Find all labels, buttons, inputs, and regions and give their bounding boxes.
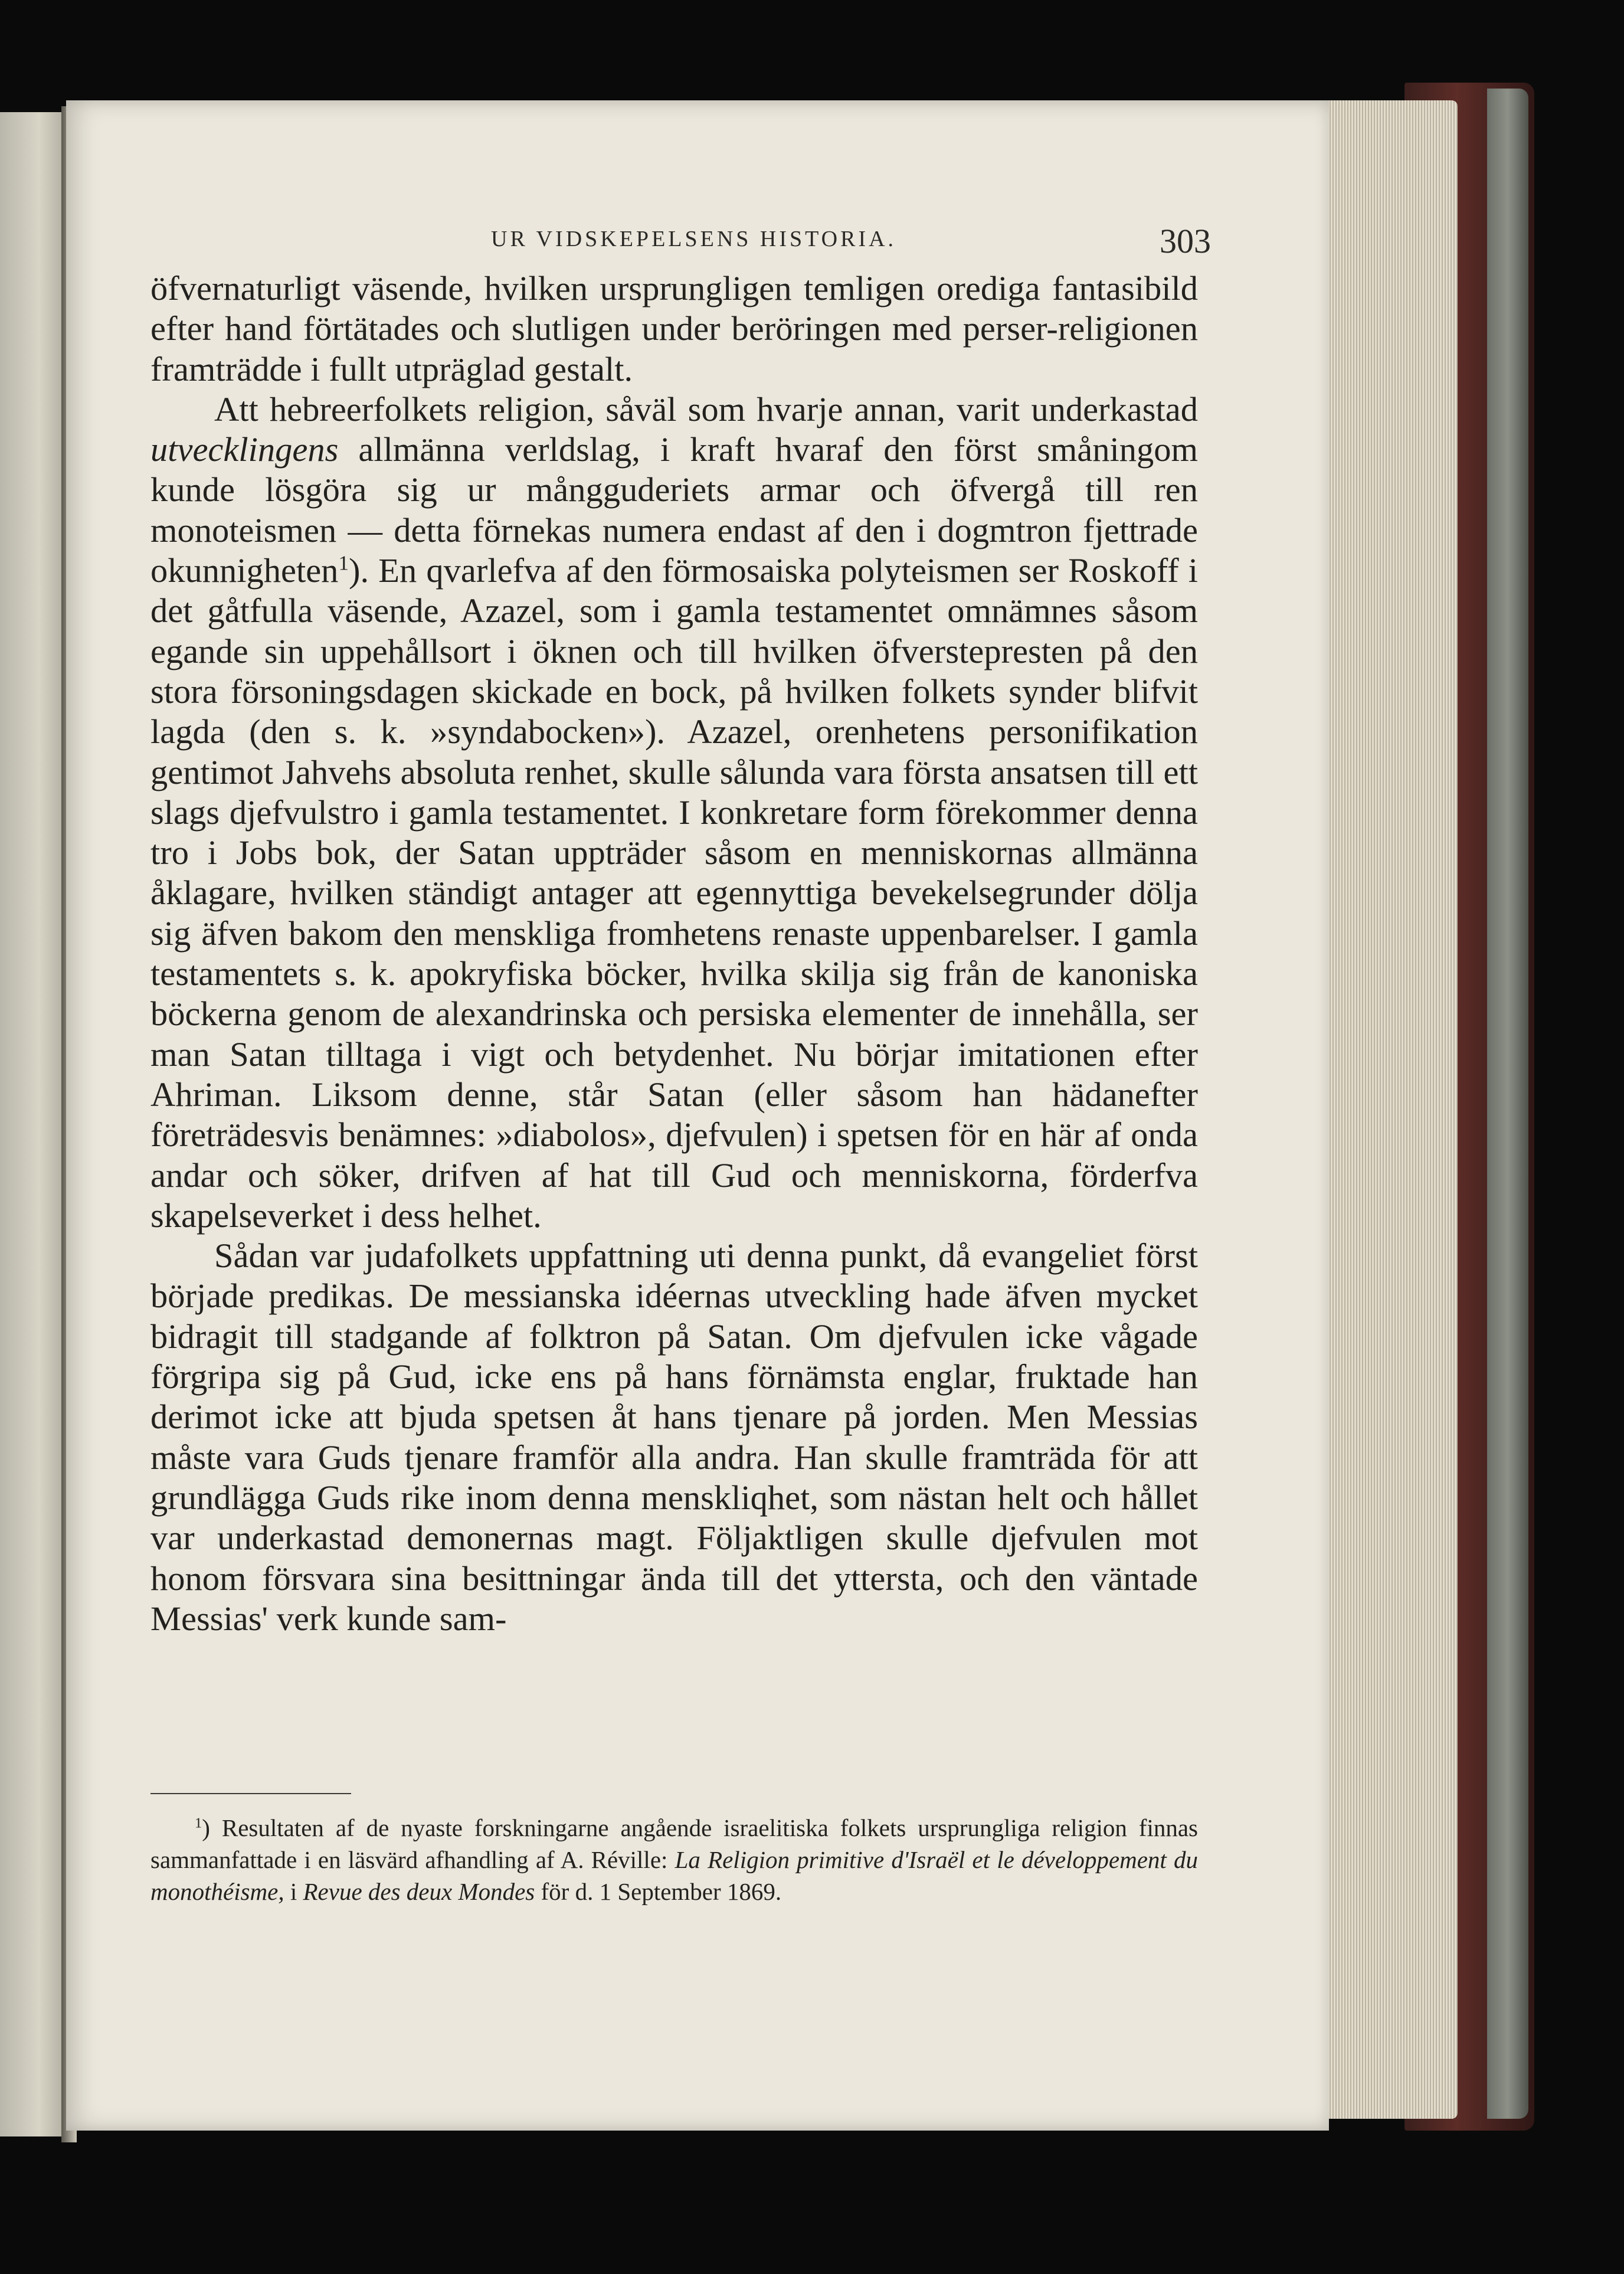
body-text xyxy=(150,269,1198,1639)
paragraph-3: Sådan var judafolkets uppfattning uti denna punkt, då evangeliet först började predikas. De messianska idéernas utveckling hade äfven mycket bidragit till stadgande af folktron på Satan. Om djefvulen icke vågade förgripa sig på Gud, icke ens på hans förnämsta englar, fruktade han derimot icke att bjuda spetsen åt hans tjenare på jorden. Men Messias måste vara Guds tjenare framför alla andra. Han skulle framträda för att grundlägga Guds rike inom denna menskliqhet, som nästan helt och hållet var underkastad demonernas magt. Följaktligen skulle djefvulen mot honom försvara sina besittningar ända till det yttersta, och den väntade Messias' verk kunde sam- xyxy=(150,1236,1198,1638)
page-number: 303 xyxy=(1160,222,1211,260)
footnote xyxy=(150,1812,1198,1907)
footnote-journal-italic: Revue des deux Mondes xyxy=(303,1878,535,1905)
footnote-title-italic: La Religion primitive d'Israël et le développement du monothéisme, xyxy=(150,1846,1198,1905)
running-head xyxy=(149,221,1211,260)
paragraph-2-text-a: Att hebreerfolkets religion, såväl som hvarje annan, varit underkastad xyxy=(214,390,1198,428)
footnote-rule xyxy=(150,1793,351,1794)
running-title: UR VIDSKEPELSENS HISTORIA. xyxy=(491,227,897,251)
paragraph-2-emphasis: utvecklingens xyxy=(150,430,339,469)
footnote-reference: 1 xyxy=(338,551,349,575)
footnote-text-c: för d. 1 September 1869. xyxy=(535,1878,782,1905)
previous-page-edge xyxy=(0,112,71,2136)
paragraph-2 xyxy=(150,390,1198,1236)
footnote-text-a: ) Resultaten af de nyaste forskningarne angående israelitiska folkets ursprungliga religion finnas sammanfattade i en läsvärd afhandling af A. Réville: xyxy=(150,1814,1198,1873)
cover-edge xyxy=(1487,89,1528,2119)
paragraph-2-text-c: ). En qvarlefva af den förmosaiska polyteismen ser Roskoff i det gåtfulla väsende, Azazel, som i gamla testamentet omnämnes såsom egande sin uppehållsort i öknen och till hvilken öfverstepresten på den stora försoningsdagen skickade en bock, på hvilken folkets synder blifvit lagda (den s. k. »syndabocken»). Azazel, orenhetens personifikation gentimot Jahvehs absoluta renhet, skulle sålunda vara första ansatsen till ett slags djefvulstro i gamla testamentet. I konkretare form förekommer denna tro i Jobs bok, der Satan uppträder såsom en menniskornas allmänna åklagare, hvilken ständigt antager att egennyttiga bevekelsegrunder dölja sig äfven bakom den menskliga fromhetens renaste uppenbarelser. I gamla testamentets s. k. apokryfiska böcker, hvilka skilja sig från de kanoniska böckerna genom de alexandrinska och persiska elementer de innehålla, ser man Satan tilltaga i vigt och betydenhet. Nu börjar imitationen efter Ahriman. Liksom denne, står Satan (eller såsom han hädanefter företrädesvis benämnes: »diabolos», djefvulen) i spetsen för en här af onda andar och söker, drifven af hat till Gud och menniskorna, förderfva skapelseverket i dess helhet. xyxy=(150,551,1198,1235)
book-page xyxy=(66,100,1329,2131)
paragraph-1: öfvernaturligt väsende, hvilken ursprungligen temligen orediga fantasibild efter hand förtätades och slutligen under beröringen med perser-religionen framträdde i fullt utpräglad gestalt. xyxy=(150,269,1198,388)
footnote-marker: 1 xyxy=(195,1815,202,1831)
page-stack-fore-edge xyxy=(1316,100,1458,2119)
paragraph-2-text-b: allmänna verldslag, i kraft hvaraf den först småningom kunde lösgöra sig ur mångguderiets armar och öfvergå till ren monoteismen — detta förnekas numera endast af den i dogmtron fjettrade okunnigheten xyxy=(150,430,1198,590)
footnote-text-b: i xyxy=(284,1878,303,1905)
